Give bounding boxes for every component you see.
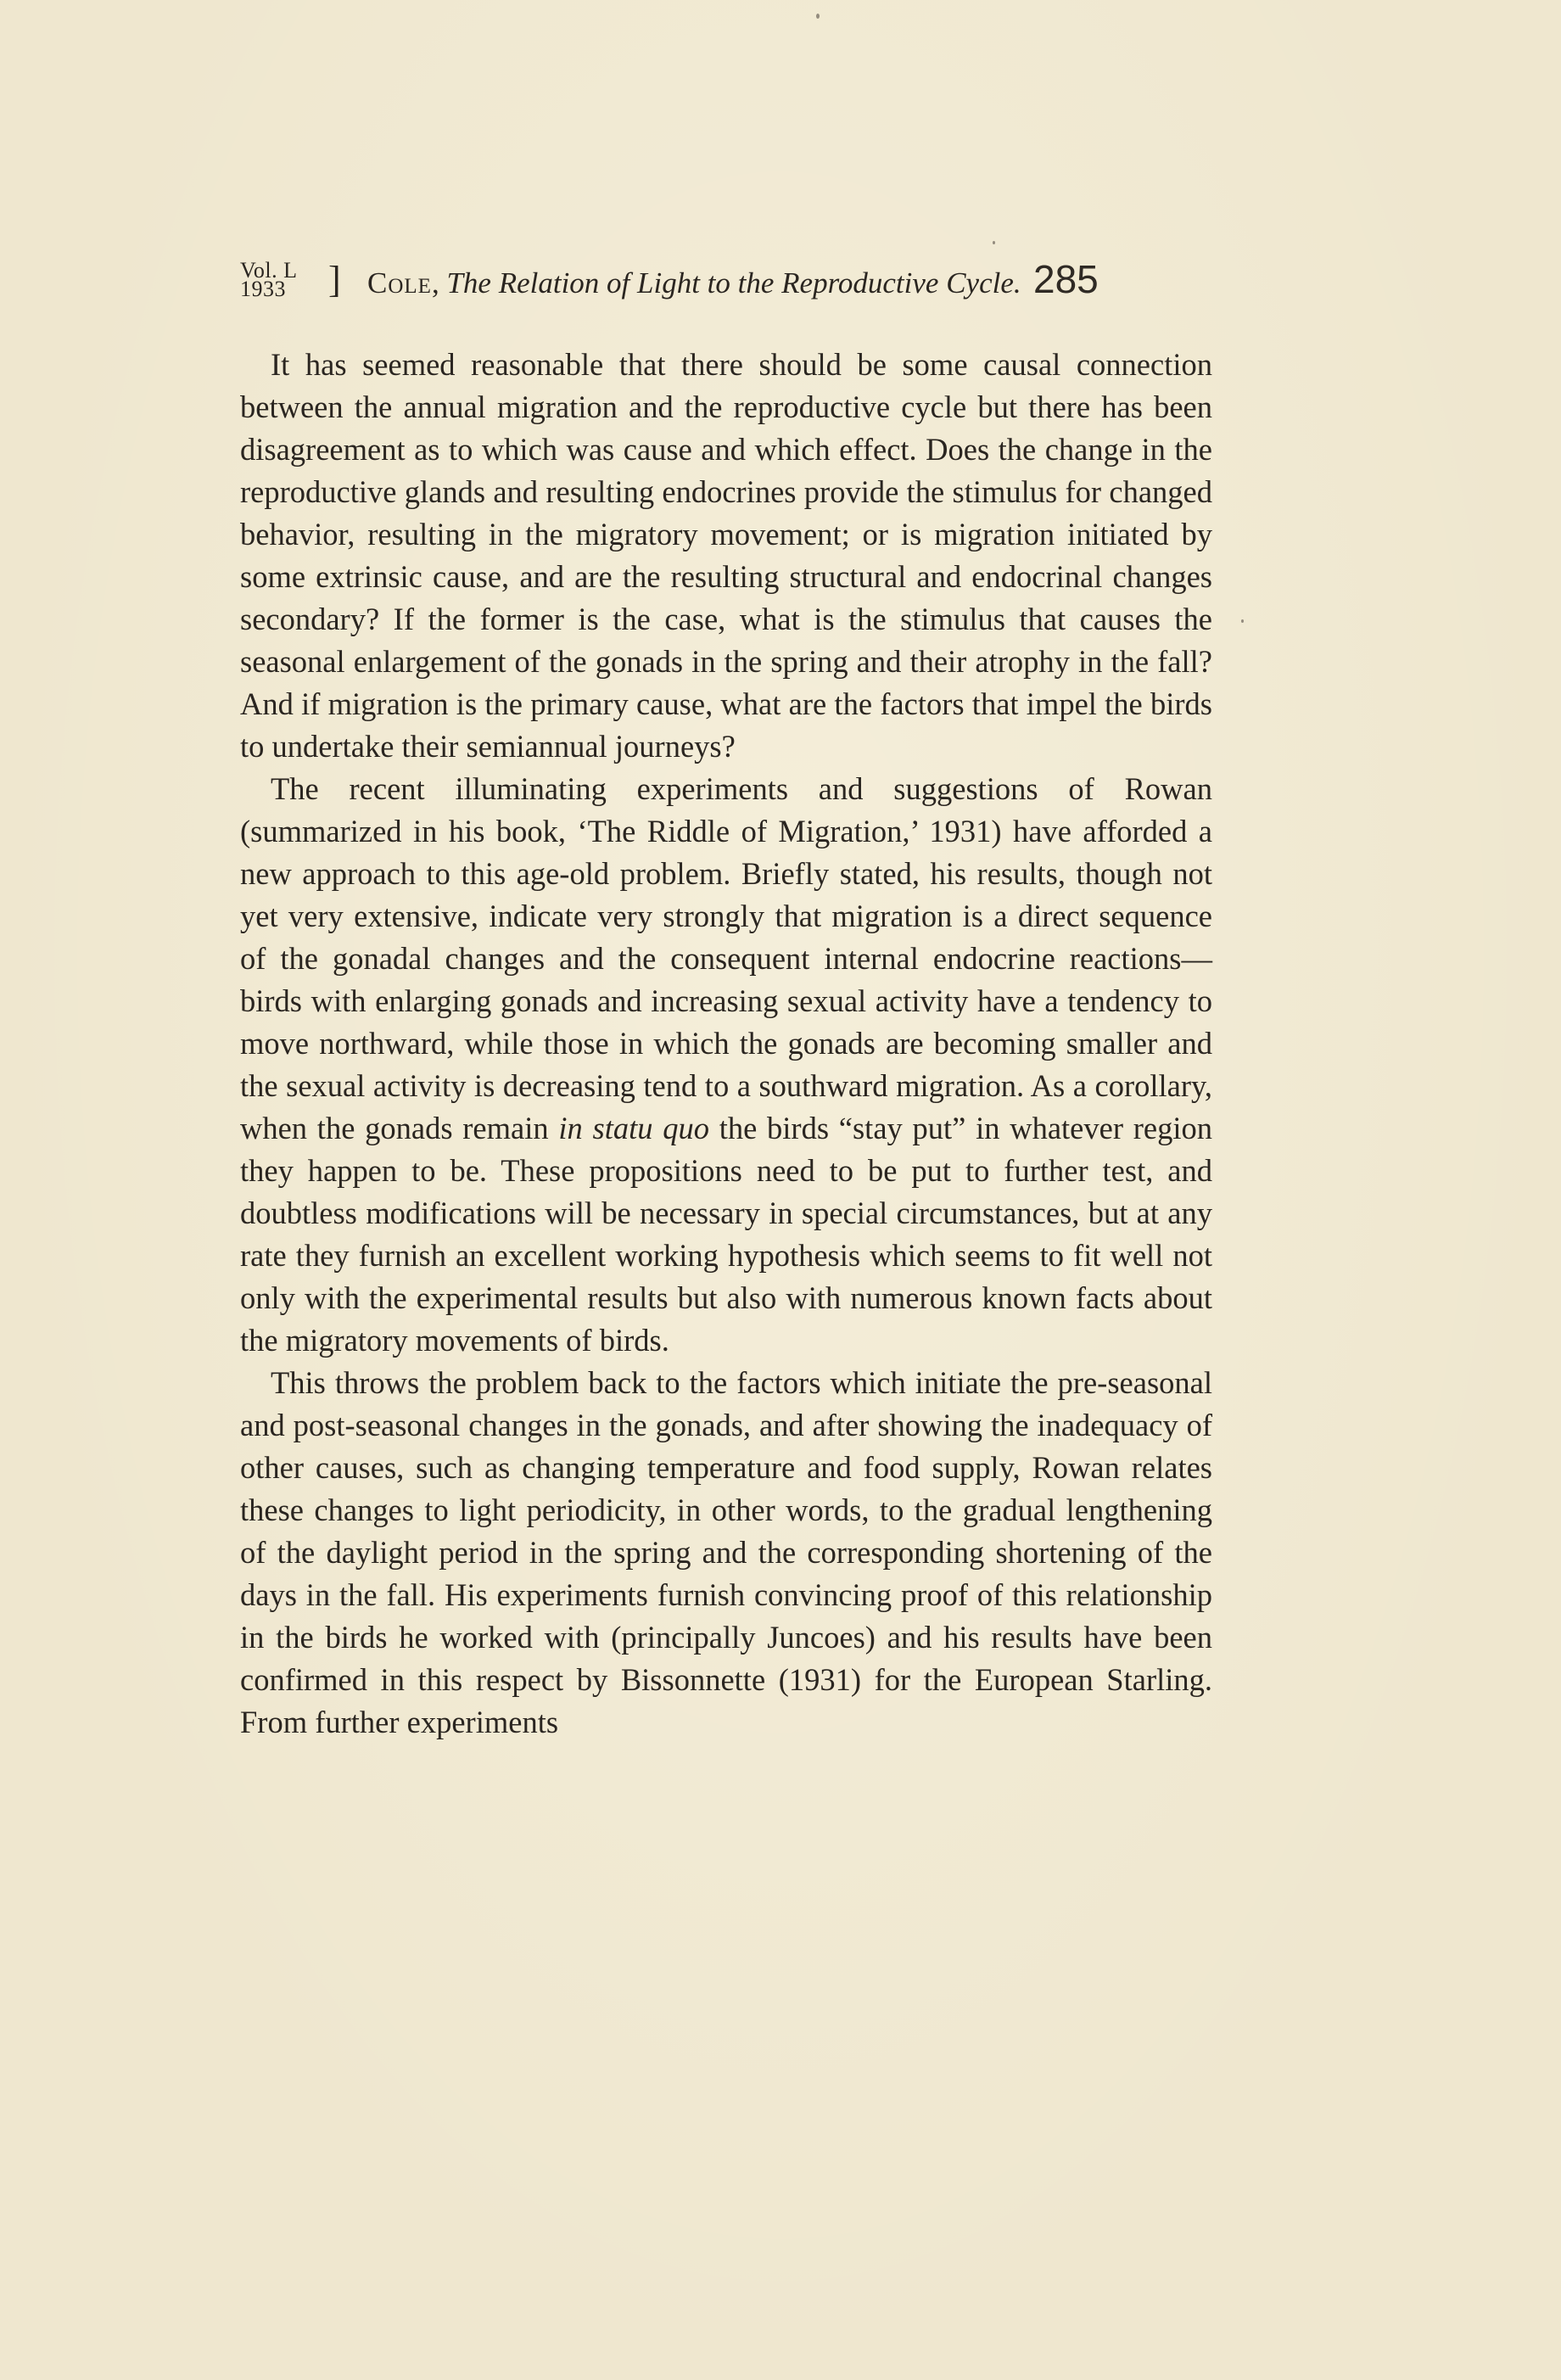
running-header [240,257,1258,311]
paragraph-2 [240,768,1212,1362]
page-number: 285 [1033,257,1099,301]
paper-speck [993,241,995,244]
paper-speck [1241,619,1244,623]
running-title-author: Cole [367,266,432,300]
paragraph-2-part-1: The recent illuminating experiments and suggestions of Rowan (summarized in his book, ‘The Riddle of Migration,’ 1931) have afforded a new approach to this age-old problem. Briefly stated, his results, though not yet very extensive, indicate very strongly that migration is a direct sequence of the gonadal changes and the consequent internal endocrine reactions—birds with enlarging gonads and increasing sexual activity have a tendency to move northward, while those in which the gonads are becoming smaller and the sexual activity is decreasing tend to a southward migration. As a corollary, when the gonads remain [240,771,1212,1145]
paragraph-2-italic-phrase: in statu quo [558,1111,709,1145]
volume-year: 1933 [240,277,286,301]
article-body [240,344,1212,1744]
volume-bracket: ] [328,259,342,300]
paper-speck [816,14,820,19]
volume-number: Vol. L [240,258,298,283]
running-title-separator: , [431,266,447,300]
paragraph-3: This throws the problem back to the factors which initiate the pre-seasonal and post-seasonal changes in the gonads, and after showing the inadequacy of other causes, such as changing temperature and food supply, Rowan relates these changes to light periodicity, in other words, to the gradual lengthening of the daylight period in the spring and the corresponding shortening of the days in the fall. His experiments furnish convincing proof of this relationship in the birds he worked with (principally Juncoes) and his results have been confirmed in this respect by Bissonnette (1931) for the European Starling. From further experiments [240,1365,1212,1739]
paragraph-2-part-2: the birds “stay put” in whatever region they happen to be. These propositions need to be put to further test, and doubtless modifications will be necessary in special circumstances, but at any rate they furnish an excellent working hypothesis which seems to fit well not only with the experimental results but also with numerous known facts about the migratory movements of birds. [240,1111,1212,1358]
paragraph-1: It has seemed reasonable that there should be some causal connection between the annual migration and the reproductive cycle but there has been disagreement as to which was cause and which effect. Does the change in the reproductive glands and resulting endocrines provide the stimulus for changed behavior, resulting in the migratory movement; or is migration initiated by some extrinsic cause, and are the resulting structural and endocrinal changes secondary? If the former is the case, what is the stimulus that causes the seasonal enlargement of the gonads in the spring and their atrophy in the fall? And if migration is the primary cause, what are the factors that impel the birds to undertake their semiannual journeys? [240,347,1212,764]
running-title-text: The Relation of Light to the Reproductive Cycle. [446,266,1021,300]
running-title [367,266,1021,300]
